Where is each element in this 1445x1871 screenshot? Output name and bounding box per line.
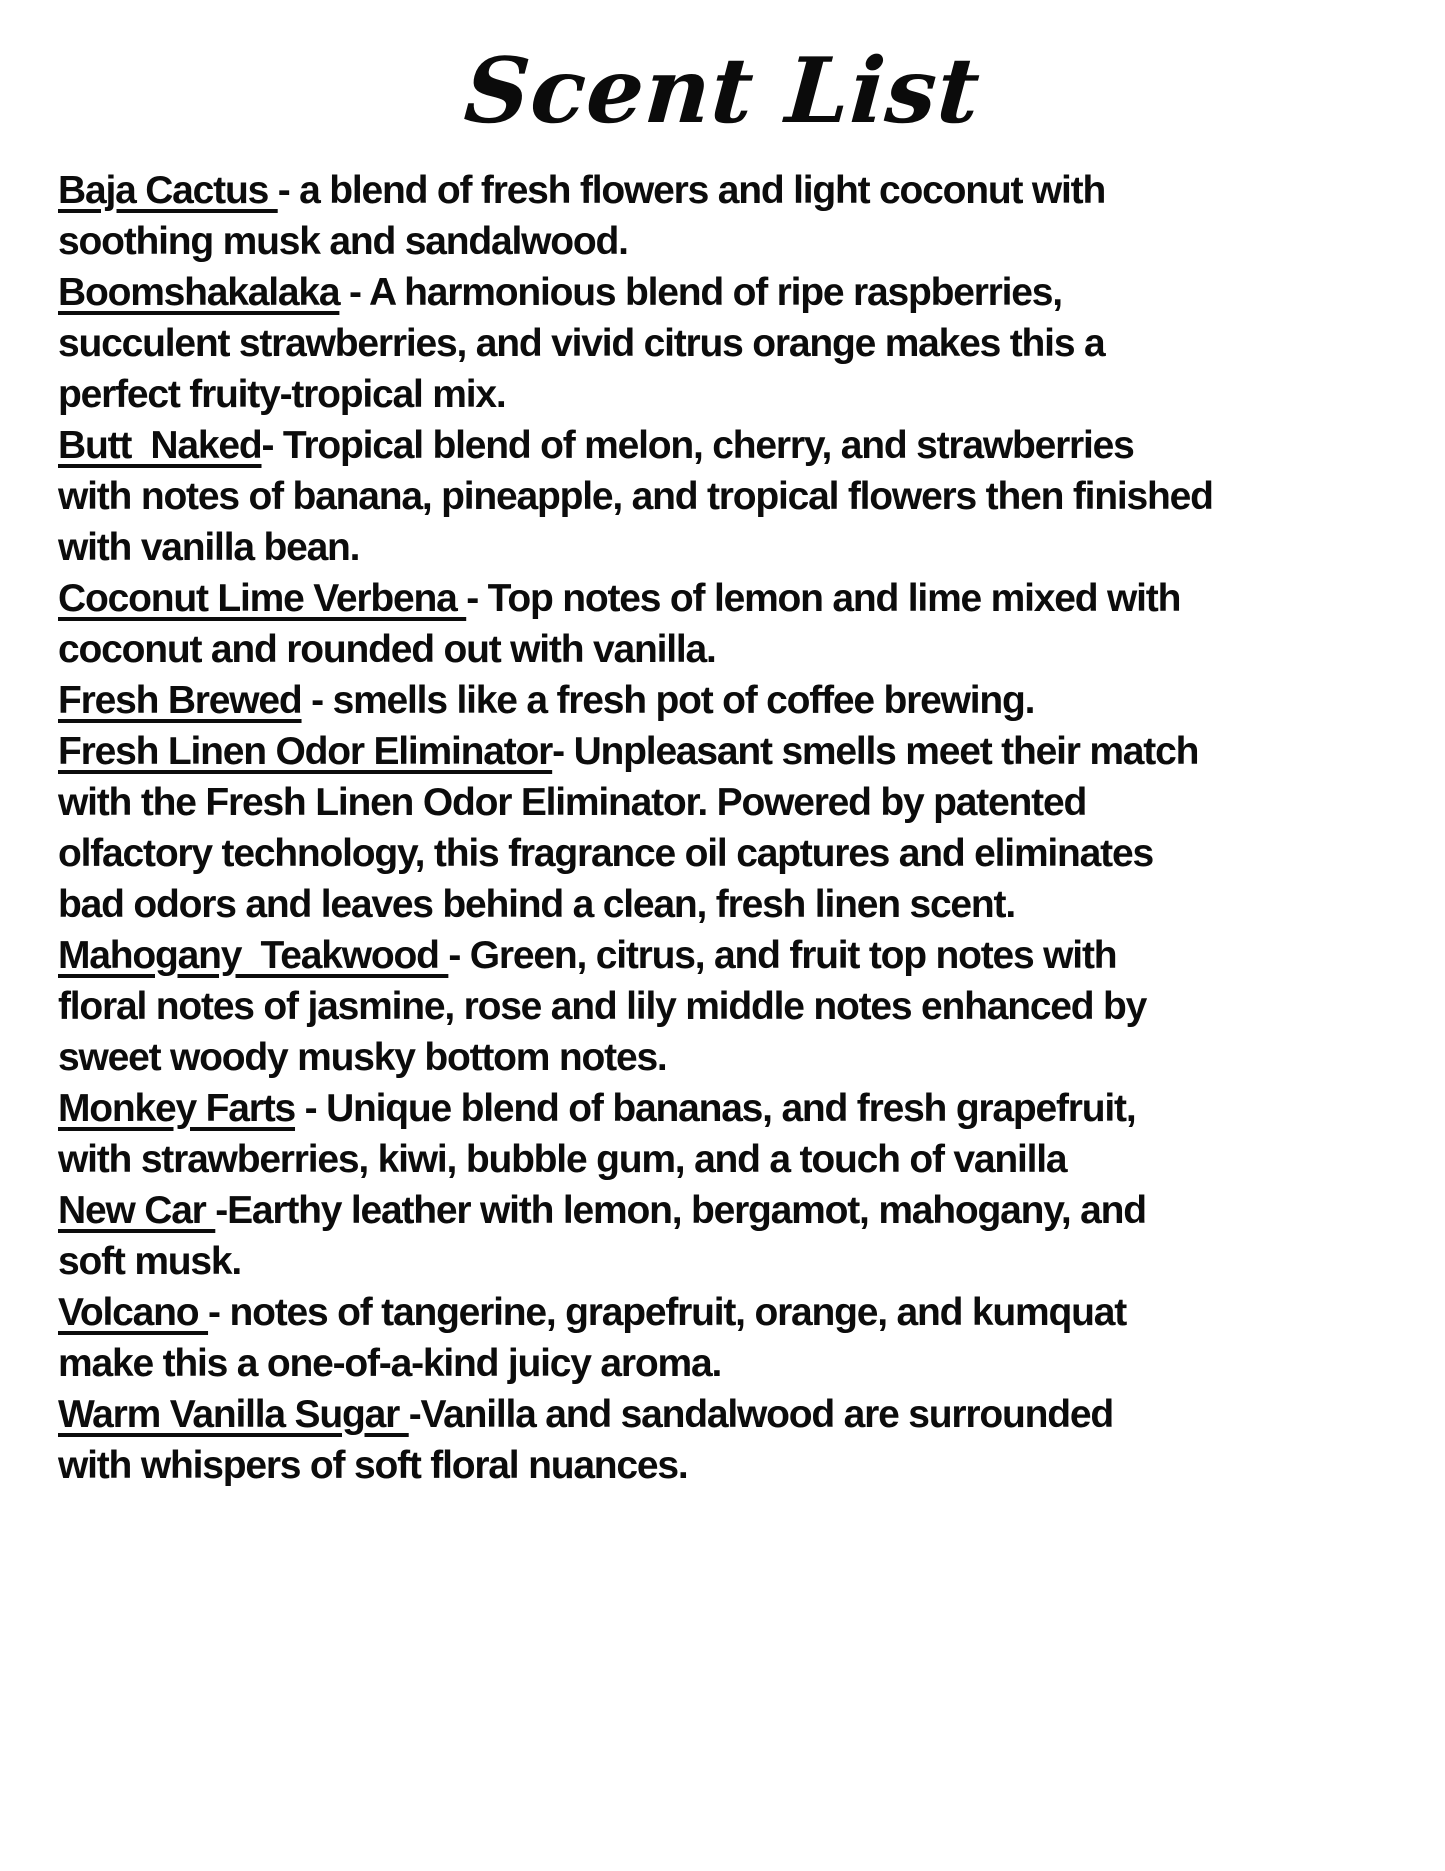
scent-name: Fresh Linen Odor Eliminator — [58, 729, 553, 773]
scent-line — [58, 1389, 1445, 1440]
scent-line — [58, 522, 1445, 573]
scent-description-text: bad odors and leaves behind a clean, fresh linen scent. — [58, 882, 1015, 926]
scent-name: Butt Naked — [58, 423, 262, 467]
scent-name: Fresh Brewed — [58, 678, 302, 722]
scent-name: Warm Vanilla Sugar — [58, 1392, 409, 1436]
scent-line — [58, 420, 1445, 471]
scent-name: Volcano — [58, 1290, 209, 1334]
scent-line — [58, 318, 1445, 369]
scent-line — [58, 1185, 1445, 1236]
scent-description-text: - smells like a fresh pot of coffee brewing. — [301, 678, 1035, 722]
scent-description-text: -Vanilla and sandalwood are surrounded — [408, 1392, 1113, 1436]
scent-description-text: - a blend of fresh flowers and light coconut with — [277, 168, 1106, 212]
scent-line — [58, 216, 1445, 267]
scent-description-text: make this a one-of-a-kind juicy aroma. — [58, 1341, 722, 1385]
scent-description-text: - Unique blend of bananas, and fresh grapefruit, — [295, 1086, 1136, 1130]
scent-line — [58, 471, 1445, 522]
scent-entry — [58, 165, 1445, 267]
scent-entry — [58, 1185, 1445, 1287]
scent-name: Coconut Lime Verbena — [58, 576, 467, 620]
scent-entry — [58, 726, 1445, 930]
scent-description-text: coconut and rounded out with vanilla. — [58, 627, 716, 671]
scent-entry — [58, 930, 1445, 1083]
scent-line — [58, 1338, 1445, 1389]
scent-line — [58, 828, 1445, 879]
scent-name: New Car — [58, 1188, 216, 1232]
scent-description-text: - Green, citrus, and fruit top notes with — [448, 933, 1117, 977]
scent-line — [58, 675, 1445, 726]
scent-entry — [58, 420, 1445, 573]
scent-list — [58, 165, 1445, 1491]
scent-entry — [58, 1287, 1445, 1389]
scent-name: Baja Cactus — [58, 168, 278, 212]
scent-entry — [58, 675, 1445, 726]
scent-description-text: - Top notes of lemon and lime mixed with — [466, 576, 1181, 620]
scent-description-text: - Unpleasant smells meet their match — [552, 729, 1199, 773]
scent-description-text: with strawberries, kiwi, bubble gum, and a touch of vanilla — [58, 1137, 1067, 1181]
scent-line — [58, 879, 1445, 930]
scent-description-text: perfect fruity-tropical mix. — [58, 372, 506, 416]
scent-line — [58, 726, 1445, 777]
scent-entry — [58, 1389, 1445, 1491]
scent-description-text: olfactory technology, this fragrance oil captures and eliminates — [58, 831, 1153, 875]
scent-description-text: sweet woody musky bottom notes. — [58, 1035, 667, 1079]
scent-name: Mahogany Teakwood — [58, 933, 449, 977]
scent-description-text: - A harmonious blend of ripe raspberries, — [339, 270, 1062, 314]
scent-description-text: with the Fresh Linen Odor Eliminator. Powered by patented — [58, 780, 1087, 824]
scent-description-text: -Earthy leather with lemon, bergamot, mahogany, and — [215, 1188, 1146, 1232]
scent-description-text: floral notes of jasmine, rose and lily middle notes enhanced by — [58, 984, 1147, 1028]
scent-line — [58, 267, 1445, 318]
scent-entry — [58, 1083, 1445, 1185]
scent-entry — [58, 267, 1445, 420]
scent-description-text: soothing musk and sandalwood. — [58, 219, 628, 263]
scent-line — [58, 1440, 1445, 1491]
scent-description-text: with whispers of soft floral nuances. — [58, 1443, 688, 1487]
scent-line — [58, 1032, 1445, 1083]
scent-description-text: with notes of banana, pineapple, and tropical flowers then finished — [58, 474, 1213, 518]
scent-name: Boomshakalaka — [58, 270, 340, 314]
scent-entry — [58, 573, 1445, 675]
scent-line — [58, 369, 1445, 420]
scent-line — [58, 777, 1445, 828]
scent-line — [58, 1083, 1445, 1134]
scent-description-text: soft musk. — [58, 1239, 242, 1283]
scent-line — [58, 1236, 1445, 1287]
scent-description-text: succulent strawberries, and vivid citrus orange makes this a — [58, 321, 1105, 365]
scent-line — [58, 930, 1445, 981]
scent-description-text: - notes of tangerine, grapefruit, orange, and kumquat — [208, 1290, 1127, 1334]
scent-description-text: with vanilla bean. — [58, 525, 360, 569]
scent-line — [58, 1287, 1445, 1338]
scent-line — [58, 165, 1445, 216]
scent-name: Monkey Farts — [58, 1086, 296, 1130]
scent-line — [58, 573, 1445, 624]
scent-line — [58, 624, 1445, 675]
scent-description-text: - Tropical blend of melon, cherry, and strawberries — [261, 423, 1134, 467]
scent-line — [58, 981, 1445, 1032]
page-title: Scent List — [461, 38, 984, 144]
scent-line — [58, 1134, 1445, 1185]
